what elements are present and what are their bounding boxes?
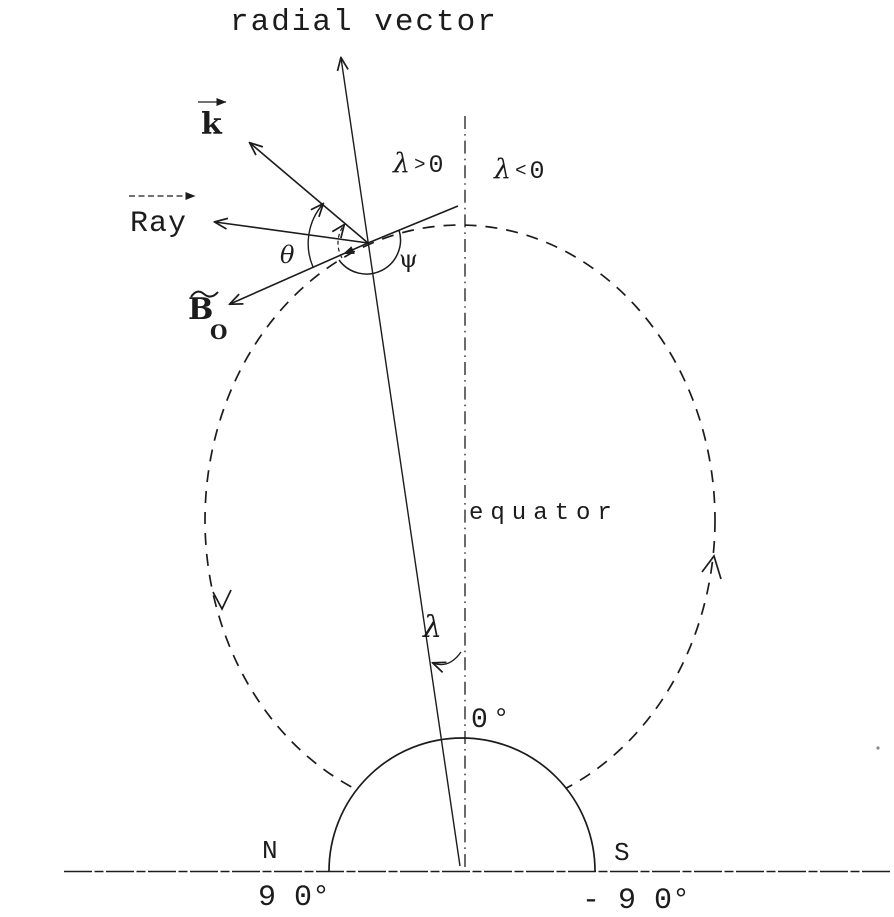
b0-vector-line [230,243,368,304]
label-b0-vector: B [188,292,214,327]
tangent-line [368,206,458,243]
inner-angle-arc [338,225,344,258]
title-radial-vector: radial vector [230,5,498,40]
label-equator: equator [469,500,619,527]
label-psi-angle: ψ [399,245,418,273]
label-lambda-positive: λ > 0 [393,148,444,180]
lambda-angle-arrow [433,652,461,665]
label-ray-vector: Ray [130,207,188,241]
label-minus-ninety-degrees: - 9 0° [582,884,691,917]
label-south-pole: S [614,838,630,868]
label-b0-subscript: O [210,320,228,344]
label-lambda-angle: λ [423,610,443,645]
label-ninety-degrees: 9 0° [258,881,331,915]
label-theta-angle: θ [280,241,295,269]
label-north-pole: N [262,836,278,866]
label-lambda-negative: λ < 0 [494,154,545,186]
label-k-vector: k [201,107,222,142]
label-zero-degrees: 0° [471,705,515,736]
sun-disk-mask [329,738,595,871]
field-line-dashed-circle [205,225,715,815]
ray-vector-line [215,222,368,243]
k-vector-line [250,143,368,243]
ink-speck [876,746,879,749]
